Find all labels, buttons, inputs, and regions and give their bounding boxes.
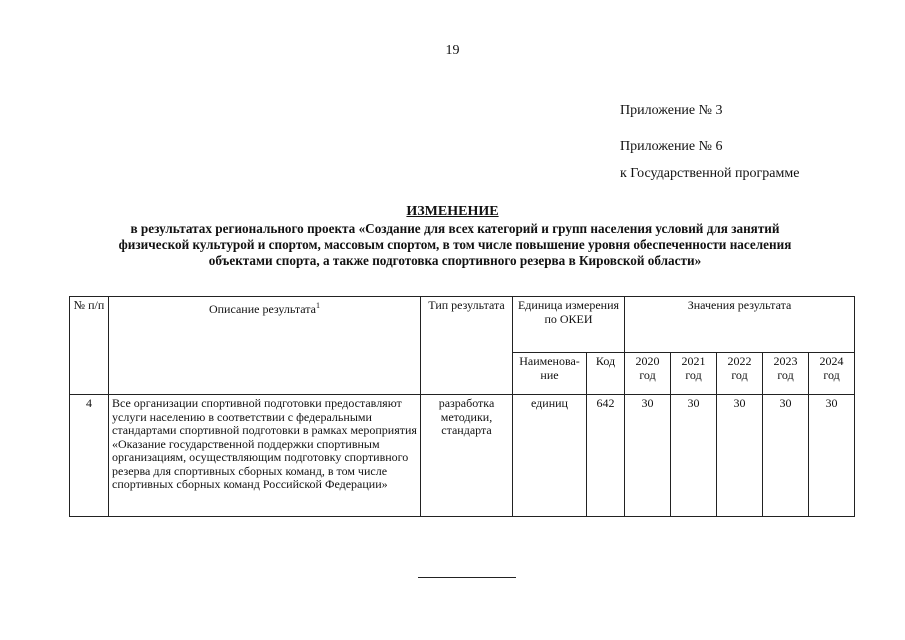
row-unit-code: 642 bbox=[587, 395, 625, 517]
footnote-separator bbox=[418, 577, 516, 578]
header-description-text: Описание результата bbox=[208, 302, 317, 316]
subtitle-line-2: физической культурой и спортом, массовым спортом, в том числе повышение уровня обеспеченности населения bbox=[118, 237, 792, 252]
appendix-line-3: к Государственной программе bbox=[620, 166, 800, 181]
header-year-2020: 2020 год bbox=[625, 353, 671, 395]
row-value-2020: 30 bbox=[625, 395, 671, 517]
appendix-line-1: Приложение № 3 bbox=[620, 103, 723, 118]
header-num: № п/п bbox=[70, 297, 109, 395]
appendix-line-2: Приложение № 6 bbox=[620, 139, 723, 154]
row-value-2023: 30 bbox=[763, 395, 809, 517]
page-number: 19 bbox=[445, 43, 460, 58]
document-subtitle bbox=[60, 221, 850, 269]
row-num: 4 bbox=[70, 395, 109, 517]
row-value-2022: 30 bbox=[717, 395, 763, 517]
header-row-1 bbox=[70, 297, 855, 353]
header-unit-name: Наименова-ние bbox=[513, 353, 587, 395]
subtitle-line-1: в результатах регионального проекта «Создание для всех категорий и групп населения условий для занятий bbox=[130, 221, 780, 236]
results-table bbox=[69, 296, 855, 517]
row-value-2021: 30 bbox=[671, 395, 717, 517]
row-type: разработка методики, стандарта bbox=[421, 395, 513, 517]
header-values: Значения результата bbox=[625, 297, 855, 353]
row-description: Все организации спортивной подготовки предоставляют услуги населению в соответствии с федеральными стандартами спортивной подготовки в рамках мероприятия «Оказание государственной поддержки спортивным организациям, осуществляющим подготовку спортивного резерва для спортивных сборных команд, в том числе спортивных сборных команд Российской Федерации» bbox=[109, 395, 421, 517]
header-year-2024: 2024 год bbox=[809, 353, 855, 395]
header-year-2021: 2021 год bbox=[671, 353, 717, 395]
row-unit-name: единиц bbox=[513, 395, 587, 517]
table-row bbox=[70, 395, 855, 517]
row-value-2024: 30 bbox=[809, 395, 855, 517]
header-year-2023: 2023 год bbox=[763, 353, 809, 395]
document-title: ИЗМЕНЕНИЕ bbox=[406, 204, 499, 219]
subtitle-line-3: объектами спорта, а также подготовка спортивного резерва в Кировской области» bbox=[208, 253, 702, 268]
header-type: Тип результата bbox=[421, 297, 513, 395]
header-unit-code: Код bbox=[587, 353, 625, 395]
footnote-marker: 1 bbox=[316, 301, 321, 310]
header-unit: Единица измерения по ОКЕИ bbox=[513, 297, 625, 353]
header-description bbox=[109, 297, 421, 395]
header-year-2022: 2022 год bbox=[717, 353, 763, 395]
